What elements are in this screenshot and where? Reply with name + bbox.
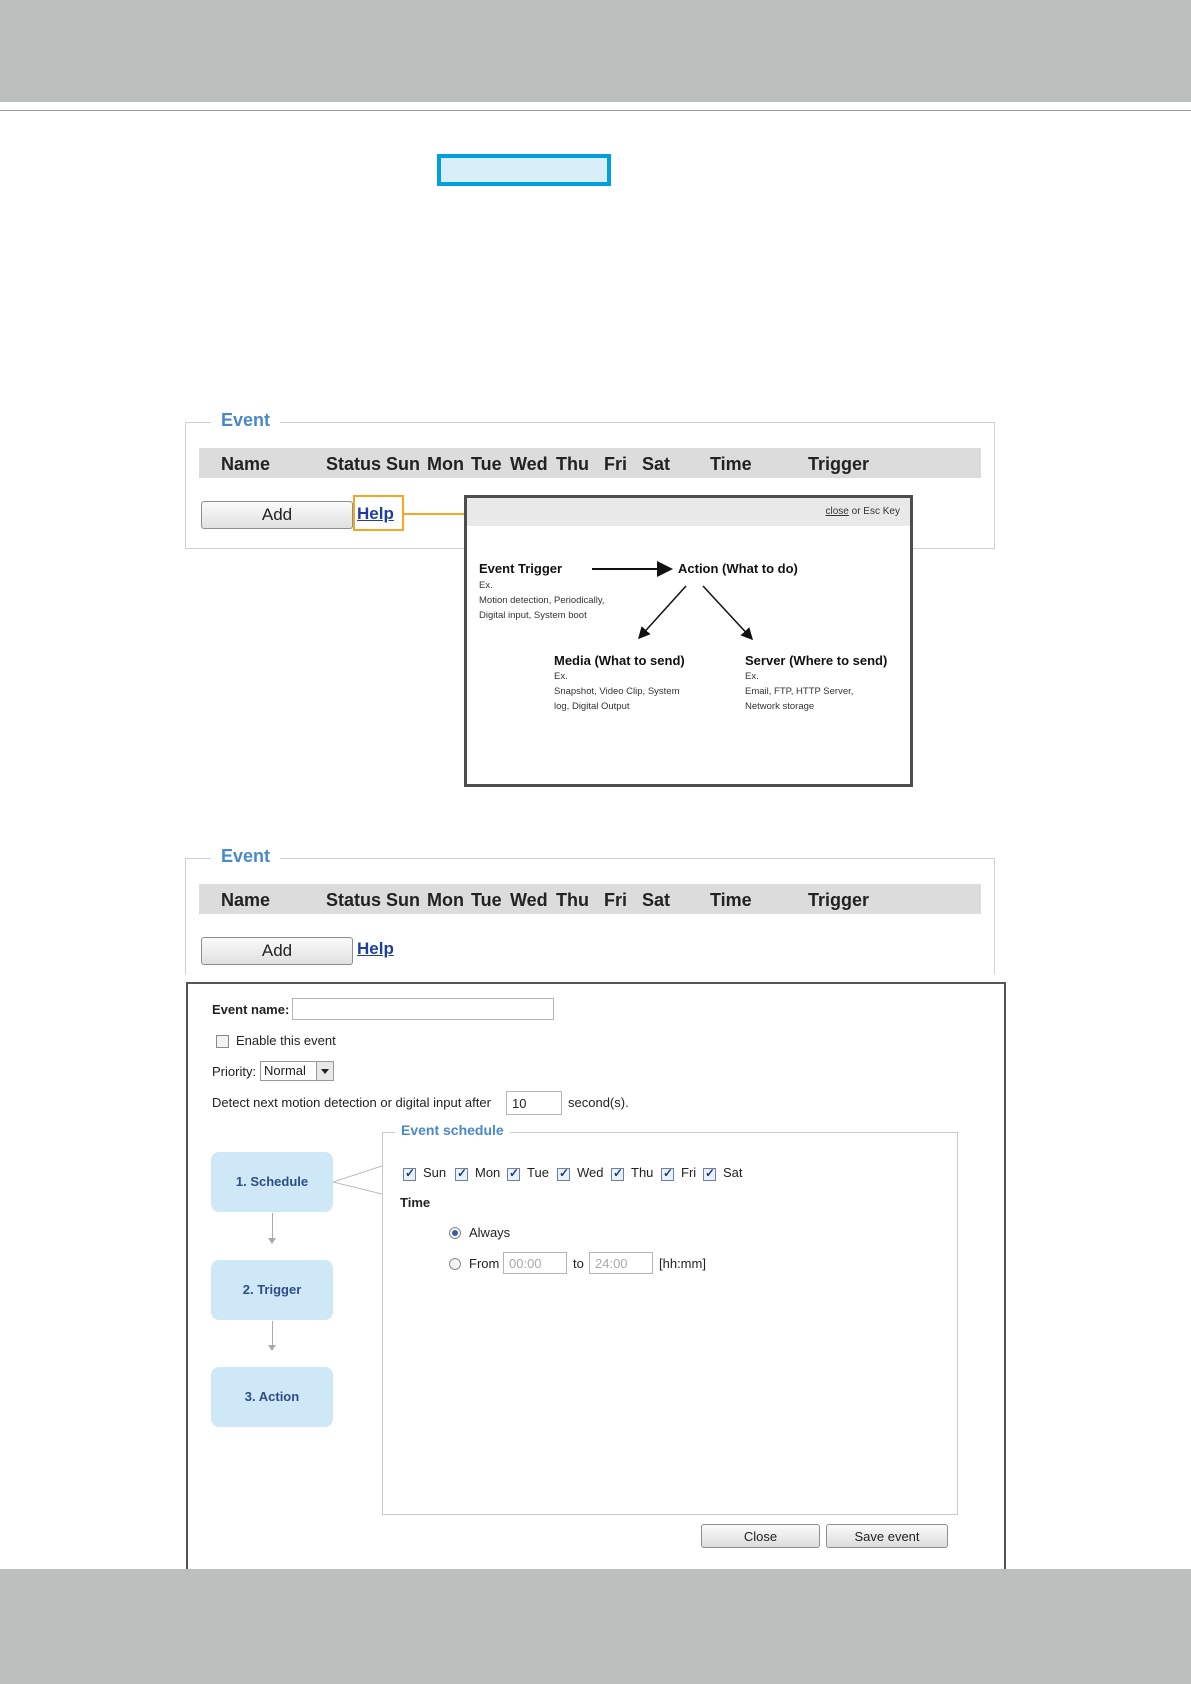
col-thu: Thu <box>556 454 589 474</box>
event-schedule-legend: Event schedule <box>395 1122 510 1138</box>
day-fri-checkbox[interactable] <box>661 1168 674 1181</box>
from-label: From <box>469 1256 500 1271</box>
help-link-2[interactable]: Help <box>357 939 394 958</box>
col-fri: Fri <box>604 454 628 474</box>
col-mon: Mon <box>427 454 464 474</box>
save-event-button[interactable]: Save event <box>826 1524 948 1548</box>
media-desc-1: Snapshot, Video Clip, System <box>554 686 680 697</box>
detect-seconds-input[interactable] <box>506 1091 562 1115</box>
always-label: Always <box>469 1225 511 1240</box>
header-divider <box>0 110 1191 111</box>
time-format-label: [hh:mm] <box>659 1256 706 1271</box>
col-sat: Sat <box>642 454 671 474</box>
to-time-input[interactable] <box>589 1252 653 1274</box>
callout-connector <box>404 513 466 515</box>
col-time: Time <box>710 890 752 910</box>
detect-unit-label: second(s). <box>568 1095 629 1110</box>
step-connector <box>272 1213 273 1240</box>
day-mon-checkbox[interactable] <box>455 1168 468 1181</box>
priority-select[interactable] <box>260 1061 334 1081</box>
col-fri: Fri <box>604 890 628 910</box>
event-table-header <box>199 448 981 478</box>
col-thu: Thu <box>556 890 589 910</box>
add-event-button-2[interactable]: Add <box>201 937 353 965</box>
day-thu-label: Thu <box>631 1165 654 1180</box>
from-radio[interactable] <box>449 1258 461 1270</box>
trigger-ex: Ex. <box>479 580 493 591</box>
event-table-header-2 <box>199 884 981 914</box>
event-panel-2 <box>185 846 995 974</box>
media-ex: Ex. <box>554 671 568 682</box>
server-desc-2: Network storage <box>745 701 815 712</box>
always-radio[interactable] <box>449 1227 461 1239</box>
help-popup <box>464 495 913 787</box>
day-wed-label: Wed <box>577 1165 604 1180</box>
col-status: Status <box>326 890 382 910</box>
col-tue: Tue <box>471 890 502 910</box>
media-title: Media (What to send) <box>554 653 685 668</box>
server-desc-1: Email, FTP, HTTP Server, <box>745 686 854 697</box>
trigger-desc-1: Motion detection, Periodically, <box>479 595 605 606</box>
trigger-desc-2: Digital input, System boot <box>479 610 587 621</box>
time-label: Time <box>400 1195 431 1210</box>
col-trigger: Trigger <box>808 890 870 910</box>
page-footer-band <box>0 1569 1191 1684</box>
to-label: to <box>573 1256 584 1271</box>
col-tue: Tue <box>471 454 502 474</box>
trigger-title: Event Trigger <box>479 561 563 576</box>
step-connector <box>272 1321 273 1347</box>
col-sun: Sun <box>386 454 420 474</box>
step-trigger[interactable]: 2. Trigger <box>211 1260 333 1320</box>
day-sun-label: Sun <box>423 1165 447 1180</box>
chevron-down-icon <box>316 1062 333 1080</box>
detect-label: Detect next motion detection or digital input after <box>212 1095 491 1110</box>
day-sat-label: Sat <box>723 1165 743 1180</box>
col-time: Time <box>710 454 752 474</box>
action-title: Action (What to do) <box>678 561 798 576</box>
col-mon: Mon <box>427 890 464 910</box>
highlight-box <box>437 154 611 186</box>
enable-event-label: Enable this event <box>236 1033 336 1048</box>
from-time-input[interactable] <box>503 1252 567 1274</box>
event-editor-dialog <box>186 982 1006 1572</box>
media-desc-2: log, Digital Output <box>554 701 630 712</box>
schedule-pointer <box>333 1162 385 1202</box>
col-sat: Sat <box>642 890 671 910</box>
day-tue-checkbox[interactable] <box>507 1168 520 1181</box>
event-schedule-panel <box>382 1122 958 1515</box>
arrow-action-to-media <box>639 586 686 638</box>
arrow-down-icon <box>268 1238 276 1244</box>
priority-label: Priority: <box>212 1064 257 1079</box>
help-callout-highlight <box>353 495 404 531</box>
day-sun-checkbox[interactable] <box>403 1168 416 1181</box>
close-button[interactable]: Close <box>701 1524 820 1548</box>
day-fri-label: Fri <box>681 1165 697 1180</box>
popup-close-hint: or Esc Key <box>848 506 900 517</box>
popup-close-link[interactable]: close <box>825 506 849 517</box>
help-flow-arrows <box>467 498 910 784</box>
server-ex: Ex. <box>745 671 759 682</box>
col-wed: Wed <box>510 890 548 910</box>
col-name: Name <box>221 454 271 474</box>
arrow-down-icon <box>268 1345 276 1351</box>
event-name-input[interactable] <box>292 998 554 1020</box>
page-header-band <box>0 0 1191 102</box>
day-tue-label: Tue <box>527 1165 549 1180</box>
day-thu-checkbox[interactable] <box>611 1168 624 1181</box>
day-mon-label: Mon <box>475 1165 501 1180</box>
add-event-button[interactable]: Add <box>201 501 353 529</box>
priority-value: Normal <box>264 1063 306 1078</box>
day-wed-checkbox[interactable] <box>557 1168 570 1181</box>
event-legend: Event <box>211 410 280 431</box>
col-name: Name <box>221 890 271 910</box>
step-schedule[interactable]: 1. Schedule <box>211 1152 333 1212</box>
event-legend-2: Event <box>211 846 280 867</box>
event-name-label: Event name: <box>212 1002 290 1017</box>
enable-event-checkbox[interactable] <box>216 1035 229 1048</box>
day-sat-checkbox[interactable] <box>703 1168 716 1181</box>
col-wed: Wed <box>510 454 548 474</box>
col-status: Status <box>326 454 382 474</box>
help-link[interactable]: Help <box>357 504 394 523</box>
col-sun: Sun <box>386 890 420 910</box>
col-trigger: Trigger <box>808 454 870 474</box>
step-action[interactable]: 3. Action <box>211 1367 333 1427</box>
server-title: Server (Where to send) <box>745 653 888 668</box>
arrow-action-to-server <box>703 586 752 639</box>
